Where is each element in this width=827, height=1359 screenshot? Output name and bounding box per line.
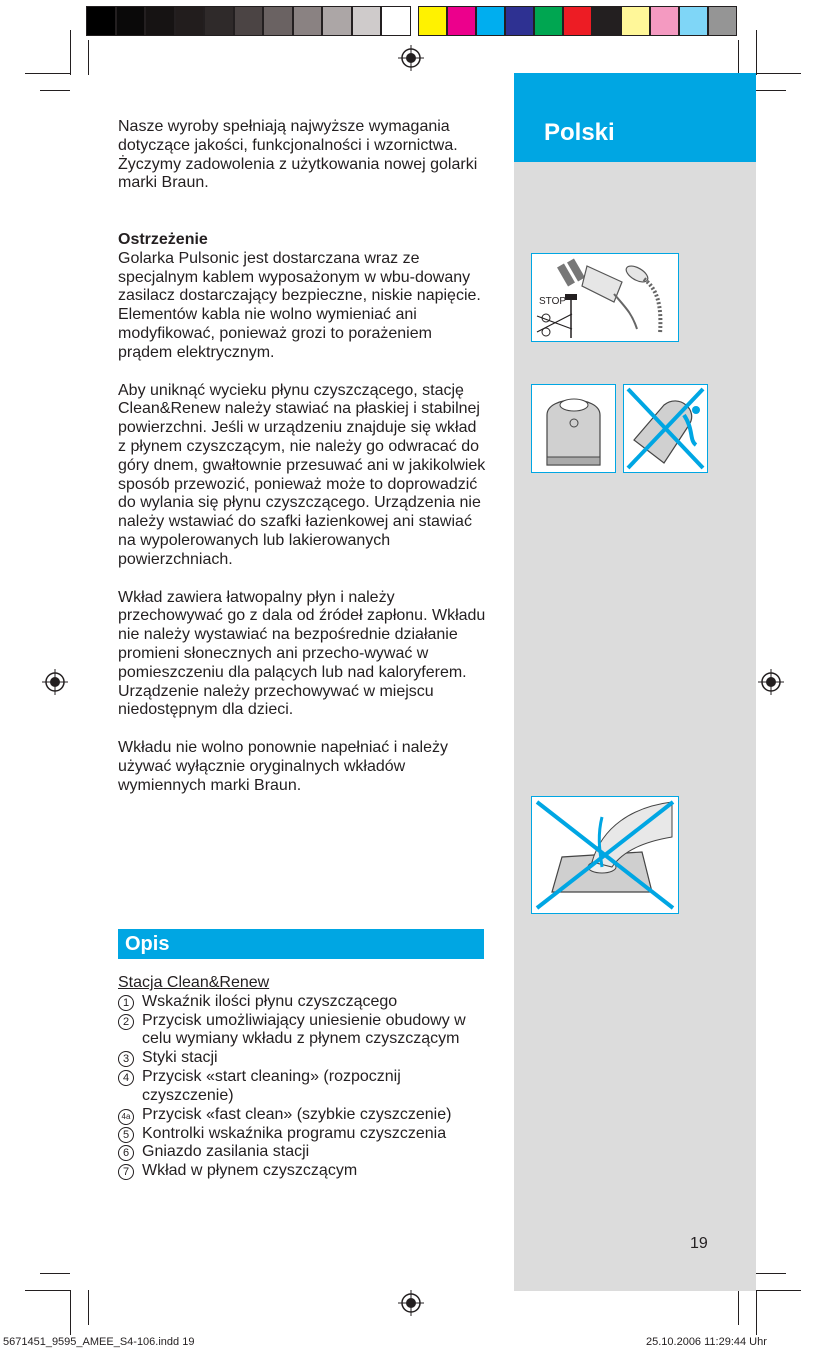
item-number: 5: [118, 1127, 134, 1143]
crop-mark: [756, 1273, 786, 1274]
figure-power-cable: [531, 253, 679, 342]
item-text: Kontrolki wskaźnika programu czyszczenia: [142, 1124, 447, 1142]
gray-swatch: [293, 6, 323, 36]
figure-station-tilted-prohibited: [623, 384, 708, 473]
footer-file-info: 5671451_9595_AMEE_S4-106.indd 19: [3, 1336, 195, 1348]
gray-swatch: [263, 6, 293, 36]
warning-paragraph: Wkład zawiera łatwopalny płyn i należy przechowywać go z dala od źródeł zapłonu. Wkładu nie należy wystawiać na bezpośrednie działanie promieni słonecznych ani przecho-wywać w pomieszczeniu dla palących lub nad kaloryferem.: [118, 588, 486, 681]
crop-mark: [70, 30, 71, 75]
gray-swatch: [175, 6, 205, 36]
warning-section: [118, 231, 488, 796]
list-item: [118, 1125, 488, 1144]
list-item: [118, 993, 488, 1012]
refill-prohibited-illustration: [532, 797, 678, 913]
item-text: Gniazdo zasilania stacji: [142, 1143, 310, 1161]
item-text: Wkład w płynem czyszczącym: [142, 1162, 358, 1180]
stop-label: STOP: [539, 296, 567, 307]
color-swatch: [708, 6, 737, 36]
gray-swatch: [234, 6, 264, 36]
list-item: [118, 1143, 488, 1162]
page-number: 19: [690, 1235, 708, 1252]
gray-swatch: [204, 6, 234, 36]
color-swatch: [679, 6, 708, 36]
process-color-bar: [418, 6, 737, 36]
item-text: Przycisk «start cleaning» (rozpocznij czyszczenie): [142, 1067, 401, 1104]
color-swatch: [650, 6, 679, 36]
gray-swatch: [381, 6, 411, 36]
gray-swatch: [86, 6, 116, 36]
crop-mark: [756, 1290, 801, 1291]
figure-refill-prohibited: [531, 796, 679, 914]
item-number: 4: [118, 1070, 134, 1086]
crop-mark: [756, 73, 801, 74]
gray-color-bar: [86, 6, 411, 36]
color-swatch: [621, 6, 650, 36]
language-title: Polski: [544, 119, 615, 146]
warning-paragraph: Golarka Pulsonic jest dostarczana wraz ze specjalnym kablem wyposażonym w wbu-dowany zasilacz dostarczający bezpieczne, niskie napięcie. Elementów kabla nie wolno wymieniać ani modyfikować, ponieważ grozi to porażeniem prądem elektrycznym.: [118, 249, 481, 361]
gray-swatch: [322, 6, 352, 36]
description-header: [118, 929, 484, 959]
item-number: 1: [118, 995, 134, 1011]
color-swatch: [534, 6, 563, 36]
station-upright-illustration: [532, 385, 615, 472]
warning-paragraph: Urządzenie należy przechowywać w miejscu niedostępnym dla dzieci.: [118, 682, 434, 719]
crop-mark: [70, 1290, 71, 1335]
warning-heading: Ostrzeżenie: [118, 231, 208, 248]
item-text: Wskaźnik ilości płynu czyszczącego: [142, 992, 398, 1010]
crop-mark: [738, 40, 739, 75]
item-number: 4a: [118, 1109, 134, 1125]
item-number: 3: [118, 1051, 134, 1067]
crop-mark: [25, 73, 70, 74]
parts-list: [118, 974, 488, 1181]
registration-mark-right: [758, 669, 784, 695]
list-item: [118, 1106, 488, 1125]
gray-swatch: [352, 6, 382, 36]
parts-list-subtitle: Stacja Clean&Renew: [118, 974, 270, 991]
warning-paragraph: Wkładu nie wolno ponownie napełniać i należy używać wyłącznie oryginalnych wkładów wymiennych marki Braun.: [118, 739, 448, 794]
figure-station-upright: [531, 384, 616, 473]
description-heading: Opis: [125, 933, 170, 955]
intro-text: Nasze wyroby spełniają najwyższe wymagania dotyczące jakości, funkcjonalności i wzornictwa. Życzymy zadowolenia z użytkowania nowej golarki marki Braun.: [118, 118, 478, 192]
list-item: [118, 1012, 488, 1050]
item-number: 2: [118, 1014, 134, 1030]
item-text: Styki stacji: [142, 1049, 218, 1067]
crop-mark: [756, 90, 786, 91]
registration-mark-bottom: [398, 1290, 424, 1316]
crop-mark: [88, 40, 89, 75]
color-swatch: [447, 6, 476, 36]
color-swatch: [505, 6, 534, 36]
color-swatch: [563, 6, 592, 36]
crop-mark: [738, 1290, 739, 1325]
crop-mark: [25, 1290, 70, 1291]
color-swatch: [592, 6, 621, 36]
item-number: 7: [118, 1164, 134, 1180]
crop-mark: [756, 30, 757, 75]
crop-mark: [88, 1290, 89, 1325]
color-swatch: [418, 6, 447, 36]
registration-mark-top: [398, 45, 424, 71]
power-cable-illustration: [532, 254, 678, 341]
gray-swatch: [145, 6, 175, 36]
warning-paragraph: Aby uniknąć wycieku płynu czyszczącego, stację Clean&Renew należy stawiać na płaskiej i stabilnej powierzchni. Jeśli w urządzeniu znajduje się wkład z płynem czyszczącym, nie należy go odwracać do góry dnem, gwałtownie przesuwać ani w jakikolwiek sposób przewozić, ponieważ może to doprowadzić do wylania się płynu czyszczącego. Urządzenia nie należy wstawiać do szafki łazienkowej ani stawiać na wypolerowanych lub lakierowanych powierzchniach.: [118, 381, 486, 568]
color-swatch: [476, 6, 505, 36]
crop-mark: [40, 1273, 70, 1274]
list-item: [118, 1162, 488, 1181]
item-text: Przycisk umożliwiający uniesienie obudowy w celu wymiany wkładu z płynem czyszczącym: [142, 1011, 466, 1048]
crop-mark: [40, 90, 70, 91]
footer-timestamp: 25.10.2006 11:29:44 Uhr: [646, 1336, 767, 1348]
gray-swatch: [116, 6, 146, 36]
item-text: Przycisk «fast clean» (szybkie czyszczenie): [142, 1105, 452, 1123]
list-item: [118, 1068, 488, 1106]
crop-mark: [756, 1290, 757, 1335]
station-tilted-illustration: [624, 385, 707, 472]
list-item: [118, 1049, 488, 1068]
registration-mark-left: [42, 669, 68, 695]
language-header: [514, 73, 756, 162]
item-number: 6: [118, 1145, 134, 1161]
